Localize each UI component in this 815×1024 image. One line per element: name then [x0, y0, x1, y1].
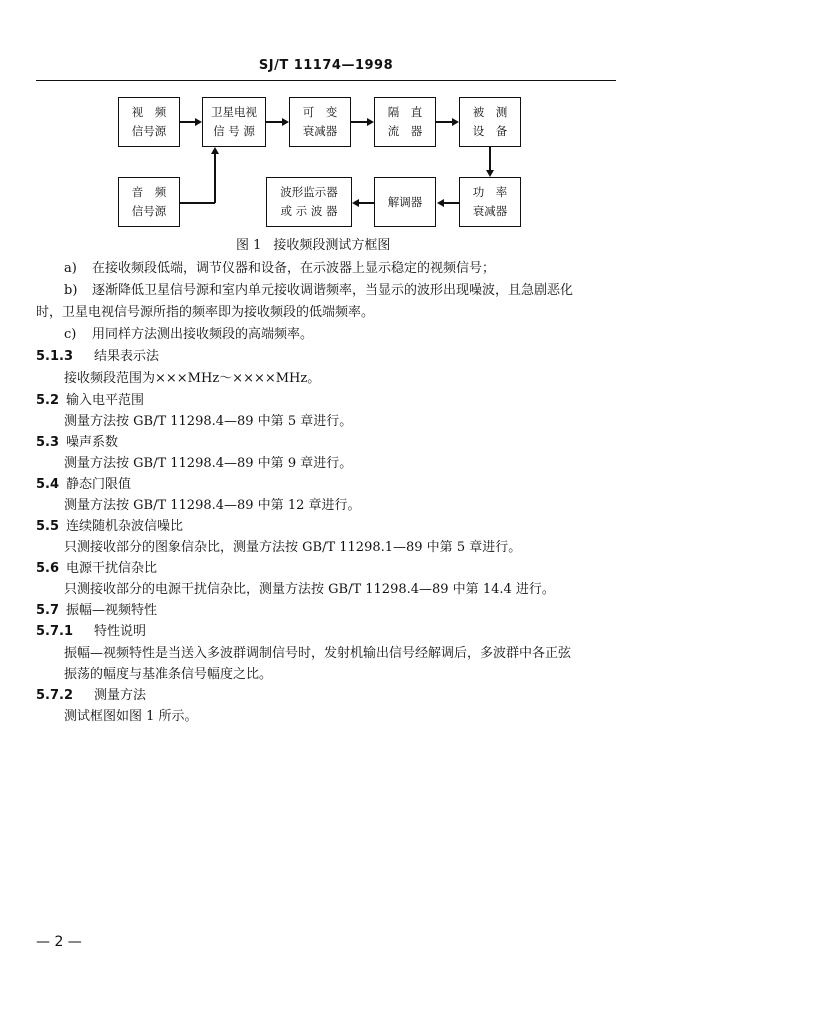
box-waveform-monitor-line2: 或 示 波 器: [280, 204, 338, 218]
arrow-into-power-attenuator: [486, 170, 494, 177]
arrow-into-demodulator: [437, 199, 444, 207]
section-title: 测量方法: [94, 688, 147, 703]
list-item-a: [64, 257, 495, 276]
wire-audio-vertical: [214, 153, 216, 203]
section-5-4-text: 测量方法按 GB/T 11298.4—89 中第 12 章进行。: [64, 498, 361, 513]
section-number: 5.5: [36, 519, 60, 534]
document-code-header: SJ/T 11174—1998: [258, 58, 394, 73]
figure-caption-title: 接收频段测试方框图: [273, 238, 391, 253]
section-title: 连续随机杂波信噪比: [66, 519, 184, 534]
section-5-7-2-text: 测试框图如图 1 所示。: [64, 709, 198, 724]
box-variable-attenuator-line2: 衰减器: [302, 124, 338, 138]
box-device-under-test: [459, 97, 521, 147]
section-5-5-heading: [36, 515, 183, 534]
section-5-7-heading: [36, 599, 157, 618]
wire-video-to-satellite: [180, 121, 196, 123]
arrow-into-dut: [452, 118, 459, 126]
section-number: 5.1.3: [36, 349, 74, 364]
section-5-3-text: 测量方法按 GB/T 11298.4—89 中第 9 章进行。: [64, 456, 353, 471]
wire-dcblocker-to-dut: [436, 121, 453, 123]
box-power-attenuator-line1: 功 率: [472, 185, 508, 199]
section-title: 输入电平范围: [66, 393, 145, 408]
section-number: 5.2: [36, 393, 60, 408]
figure-caption-number: 图 1: [236, 238, 262, 253]
box-variable-attenuator-line1: 可 变: [302, 105, 338, 119]
section-title: 电源干扰信杂比: [66, 561, 158, 576]
section-5-7-1-text-1: 振幅—视频特性是当送入多波群调制信号时，发射机输出信号经解调后，多波群中各正弦: [64, 646, 572, 661]
box-waveform-monitor: [266, 177, 352, 227]
figure-caption: [236, 234, 390, 253]
box-audio-source: [118, 177, 180, 227]
box-satellite-tv-source-line2: 信 号 源: [213, 124, 255, 138]
list-text-a: 在接收频段低端，调节仪器和设备，在示波器上显示稳定的视频信号；: [92, 261, 496, 276]
wire-dut-to-power-attenuator: [489, 147, 491, 171]
section-5-7-1-heading: [36, 620, 146, 639]
box-satellite-tv-source-line1: 卫星电视: [211, 105, 257, 119]
section-5-3-heading: [36, 431, 118, 450]
box-audio-source-line1: 音 频: [131, 185, 167, 199]
wire-demodulator-to-monitor: [358, 202, 374, 204]
section-title: 结果表示法: [94, 349, 160, 364]
section-number: 5.7.2: [36, 688, 74, 703]
box-dc-blocker: [374, 97, 436, 147]
box-dut-line1: 被 测: [472, 105, 508, 119]
section-number: 5.6: [36, 561, 60, 576]
arrow-into-attenuator: [282, 118, 289, 126]
section-5-2-text: 测量方法按 GB/T 11298.4—89 中第 5 章进行。: [64, 414, 353, 429]
arrow-into-dcblocker: [367, 118, 374, 126]
box-video-source-line2: 信号源: [131, 124, 167, 138]
section-title: 静态门限值: [66, 477, 132, 492]
arrow-into-satellite-bottom: [211, 147, 219, 154]
wire-power-attenuator-to-demodulator: [443, 202, 459, 204]
box-power-attenuator: [459, 177, 521, 227]
list-marker-b: b): [64, 283, 78, 298]
section-5-1-3-heading: [36, 345, 159, 364]
wire-audio-horizontal: [180, 202, 215, 204]
box-demodulator-line1: 解调器: [387, 194, 423, 209]
box-variable-attenuator: [289, 97, 351, 147]
list-text-c: 用同样方法测出接收频段的高端频率。: [92, 327, 314, 342]
section-5-1-3-text: 接收频段范围为×××MHz～××××MHz。: [64, 371, 321, 386]
section-number: 5.4: [36, 477, 60, 492]
box-dc-blocker-line1: 隔 直: [387, 105, 423, 119]
section-5-2-heading: [36, 389, 144, 408]
section-5-6-text: 只测接收部分的电源干扰信杂比，测量方法按 GB/T 11298.4—89 中第 14.4 进行。: [64, 582, 555, 597]
list-marker-c: c): [64, 327, 77, 342]
list-text-b-1: 逐渐降低卫星信号源和室内单元接收调谐频率，当显示的波形出现噪波，且急剧恶化: [92, 283, 574, 298]
section-5-7-1-text-2: 振荡的幅度与基准条信号幅度之比。: [64, 667, 273, 682]
list-item-b: [64, 279, 573, 298]
section-5-4-heading: [36, 473, 131, 492]
box-video-source-line1: 视 频: [131, 105, 167, 119]
section-title: 振幅—视频特性: [66, 603, 158, 618]
box-video-source: [118, 97, 180, 147]
block-diagram: [0, 0, 815, 260]
wire-satellite-to-attenuator: [266, 121, 283, 123]
page-number: — 2 —: [36, 934, 82, 950]
section-5-7-2-heading: [36, 684, 146, 703]
section-5-5-text: 只测接收部分的图象信杂比，测量方法按 GB/T 11298.1—89 中第 5 章进行。: [64, 540, 522, 555]
box-audio-source-line2: 信号源: [131, 204, 167, 218]
box-waveform-monitor-line1: 波形监示器: [280, 185, 338, 199]
list-item-c: [64, 323, 313, 342]
list-marker-a: a): [64, 261, 77, 276]
box-dut-line2: 设 备: [472, 124, 508, 138]
wire-attenuator-to-dcblocker: [351, 121, 368, 123]
arrow-into-satellite: [195, 118, 202, 126]
section-5-6-heading: [36, 557, 157, 576]
section-number: 5.3: [36, 435, 60, 450]
list-text-b-2: 时，卫星电视信号源所指的频率即为接收频段的低端频率。: [36, 305, 375, 320]
section-number: 5.7.1: [36, 624, 74, 639]
box-demodulator: [374, 177, 436, 227]
arrow-into-monitor: [352, 199, 359, 207]
box-satellite-tv-source: [202, 97, 266, 147]
box-power-attenuator-line2: 衰减器: [472, 204, 508, 218]
box-dc-blocker-line2: 流 器: [387, 124, 423, 138]
section-title: 噪声系数: [66, 435, 119, 450]
section-title: 特性说明: [94, 624, 147, 639]
section-number: 5.7: [36, 603, 60, 618]
